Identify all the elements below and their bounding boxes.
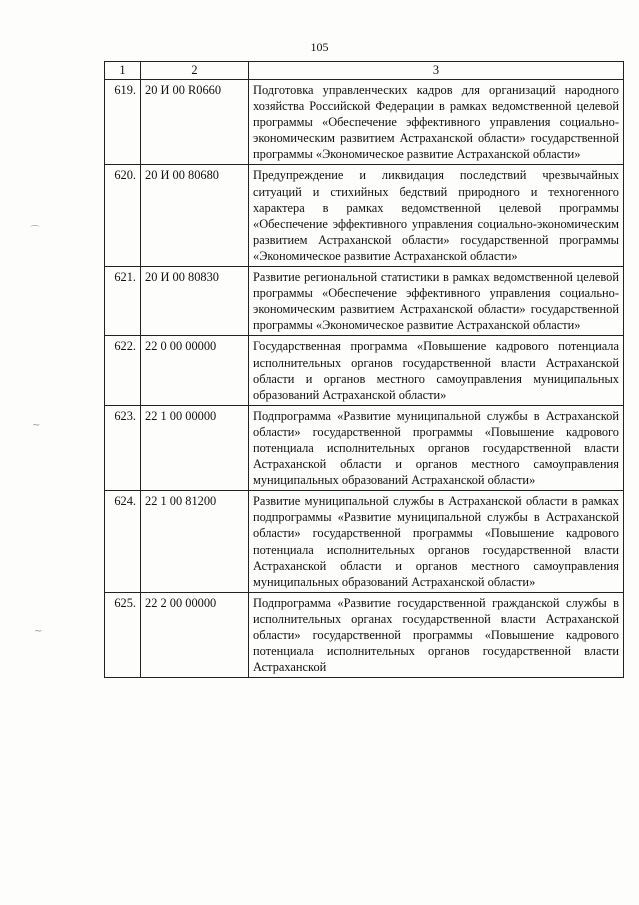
table-row	[105, 491, 624, 593]
table-row	[105, 405, 624, 490]
row-name: Подготовка управленческих кадров для организаций народного хозяйства Российской Федерации в рамках ведомственной целевой программы «Обеспечение эффективного управления социально-экономическим развитием Астраханской области» государственной программы «Экономическое развитие Астраханской области»	[249, 80, 624, 165]
row-number: 620.	[105, 165, 141, 267]
row-name: Предупреждение и ликвидация последствий чрезвычайных ситуаций и стихийных бедствий природного и техногенного характера в рамках ведомственной целевой программы «Обеспечение эффективного управления социально-экономическим развитием Астраханской области» государственной программы «Экономическое развитие Астраханской области»	[249, 165, 624, 267]
row-number: 621.	[105, 267, 141, 336]
budget-code-table	[104, 61, 624, 678]
row-code: 22 1 00 81200	[141, 491, 249, 593]
row-code: 20 И 00 80830	[141, 267, 249, 336]
table-row	[105, 165, 624, 267]
table-row	[105, 592, 624, 677]
row-number: 625.	[105, 592, 141, 677]
row-code: 22 2 00 00000	[141, 592, 249, 677]
row-number: 622.	[105, 336, 141, 405]
table-row	[105, 80, 624, 165]
row-number: 623.	[105, 405, 141, 490]
row-code: 20 И 00 80680	[141, 165, 249, 267]
page-number: 105	[310, 40, 329, 54]
row-code: 22 0 00 00000	[141, 336, 249, 405]
table-header-row	[105, 62, 624, 80]
row-name: Развитие муниципальной службы в Астраханской области в рамках подпрограммы «Развитие муниципальной службы в Астраханской области» государственной программы «Повышение кадрового потенциала исполнительных органов государственной власти Астраханской области и органов местного самоуправления муниципальных образований Астраханской области»	[249, 491, 624, 593]
table-row	[105, 267, 624, 336]
column-header-1: 1	[105, 62, 141, 80]
row-name: Подпрограмма «Развитие муниципальной службы в Астраханской области» государственной программы «Повышение кадрового потенциала исполнительных органов государственной власти Астраханской области и органов местного самоуправления муниципальных образований Астраханской области»	[249, 405, 624, 490]
row-name: Государственная программа «Повышение кадрового потенциала исполнительных органов государственной власти Астраханской области и органов местного самоуправления муниципальных образований Астраханской области»	[249, 336, 624, 405]
row-name: Развитие региональной статистики в рамках ведомственной целевой программы «Обеспечение эффективного управления социально-экономическим развитием Астраханской области» государственной программы «Экономическое развитие Астраханской области»	[249, 267, 624, 336]
scan-mark: ∼	[32, 420, 41, 431]
row-name: Подпрограмма «Развитие государственной гражданской службы в исполнительных органах государственной власти Астраханской области» государственной программы «Повышение кадрового потенциала исполнительных органов государственной власти Астраханской	[249, 592, 624, 677]
column-header-2: 2	[141, 62, 249, 80]
scan-mark: ⌒	[30, 226, 40, 237]
row-code: 20 И 00 R0660	[141, 80, 249, 165]
table-row	[105, 336, 624, 405]
scan-mark: ∼	[34, 626, 43, 637]
row-number: 624.	[105, 491, 141, 593]
row-code: 22 1 00 00000	[141, 405, 249, 490]
row-number: 619.	[105, 80, 141, 165]
column-header-3: 3	[249, 62, 624, 80]
